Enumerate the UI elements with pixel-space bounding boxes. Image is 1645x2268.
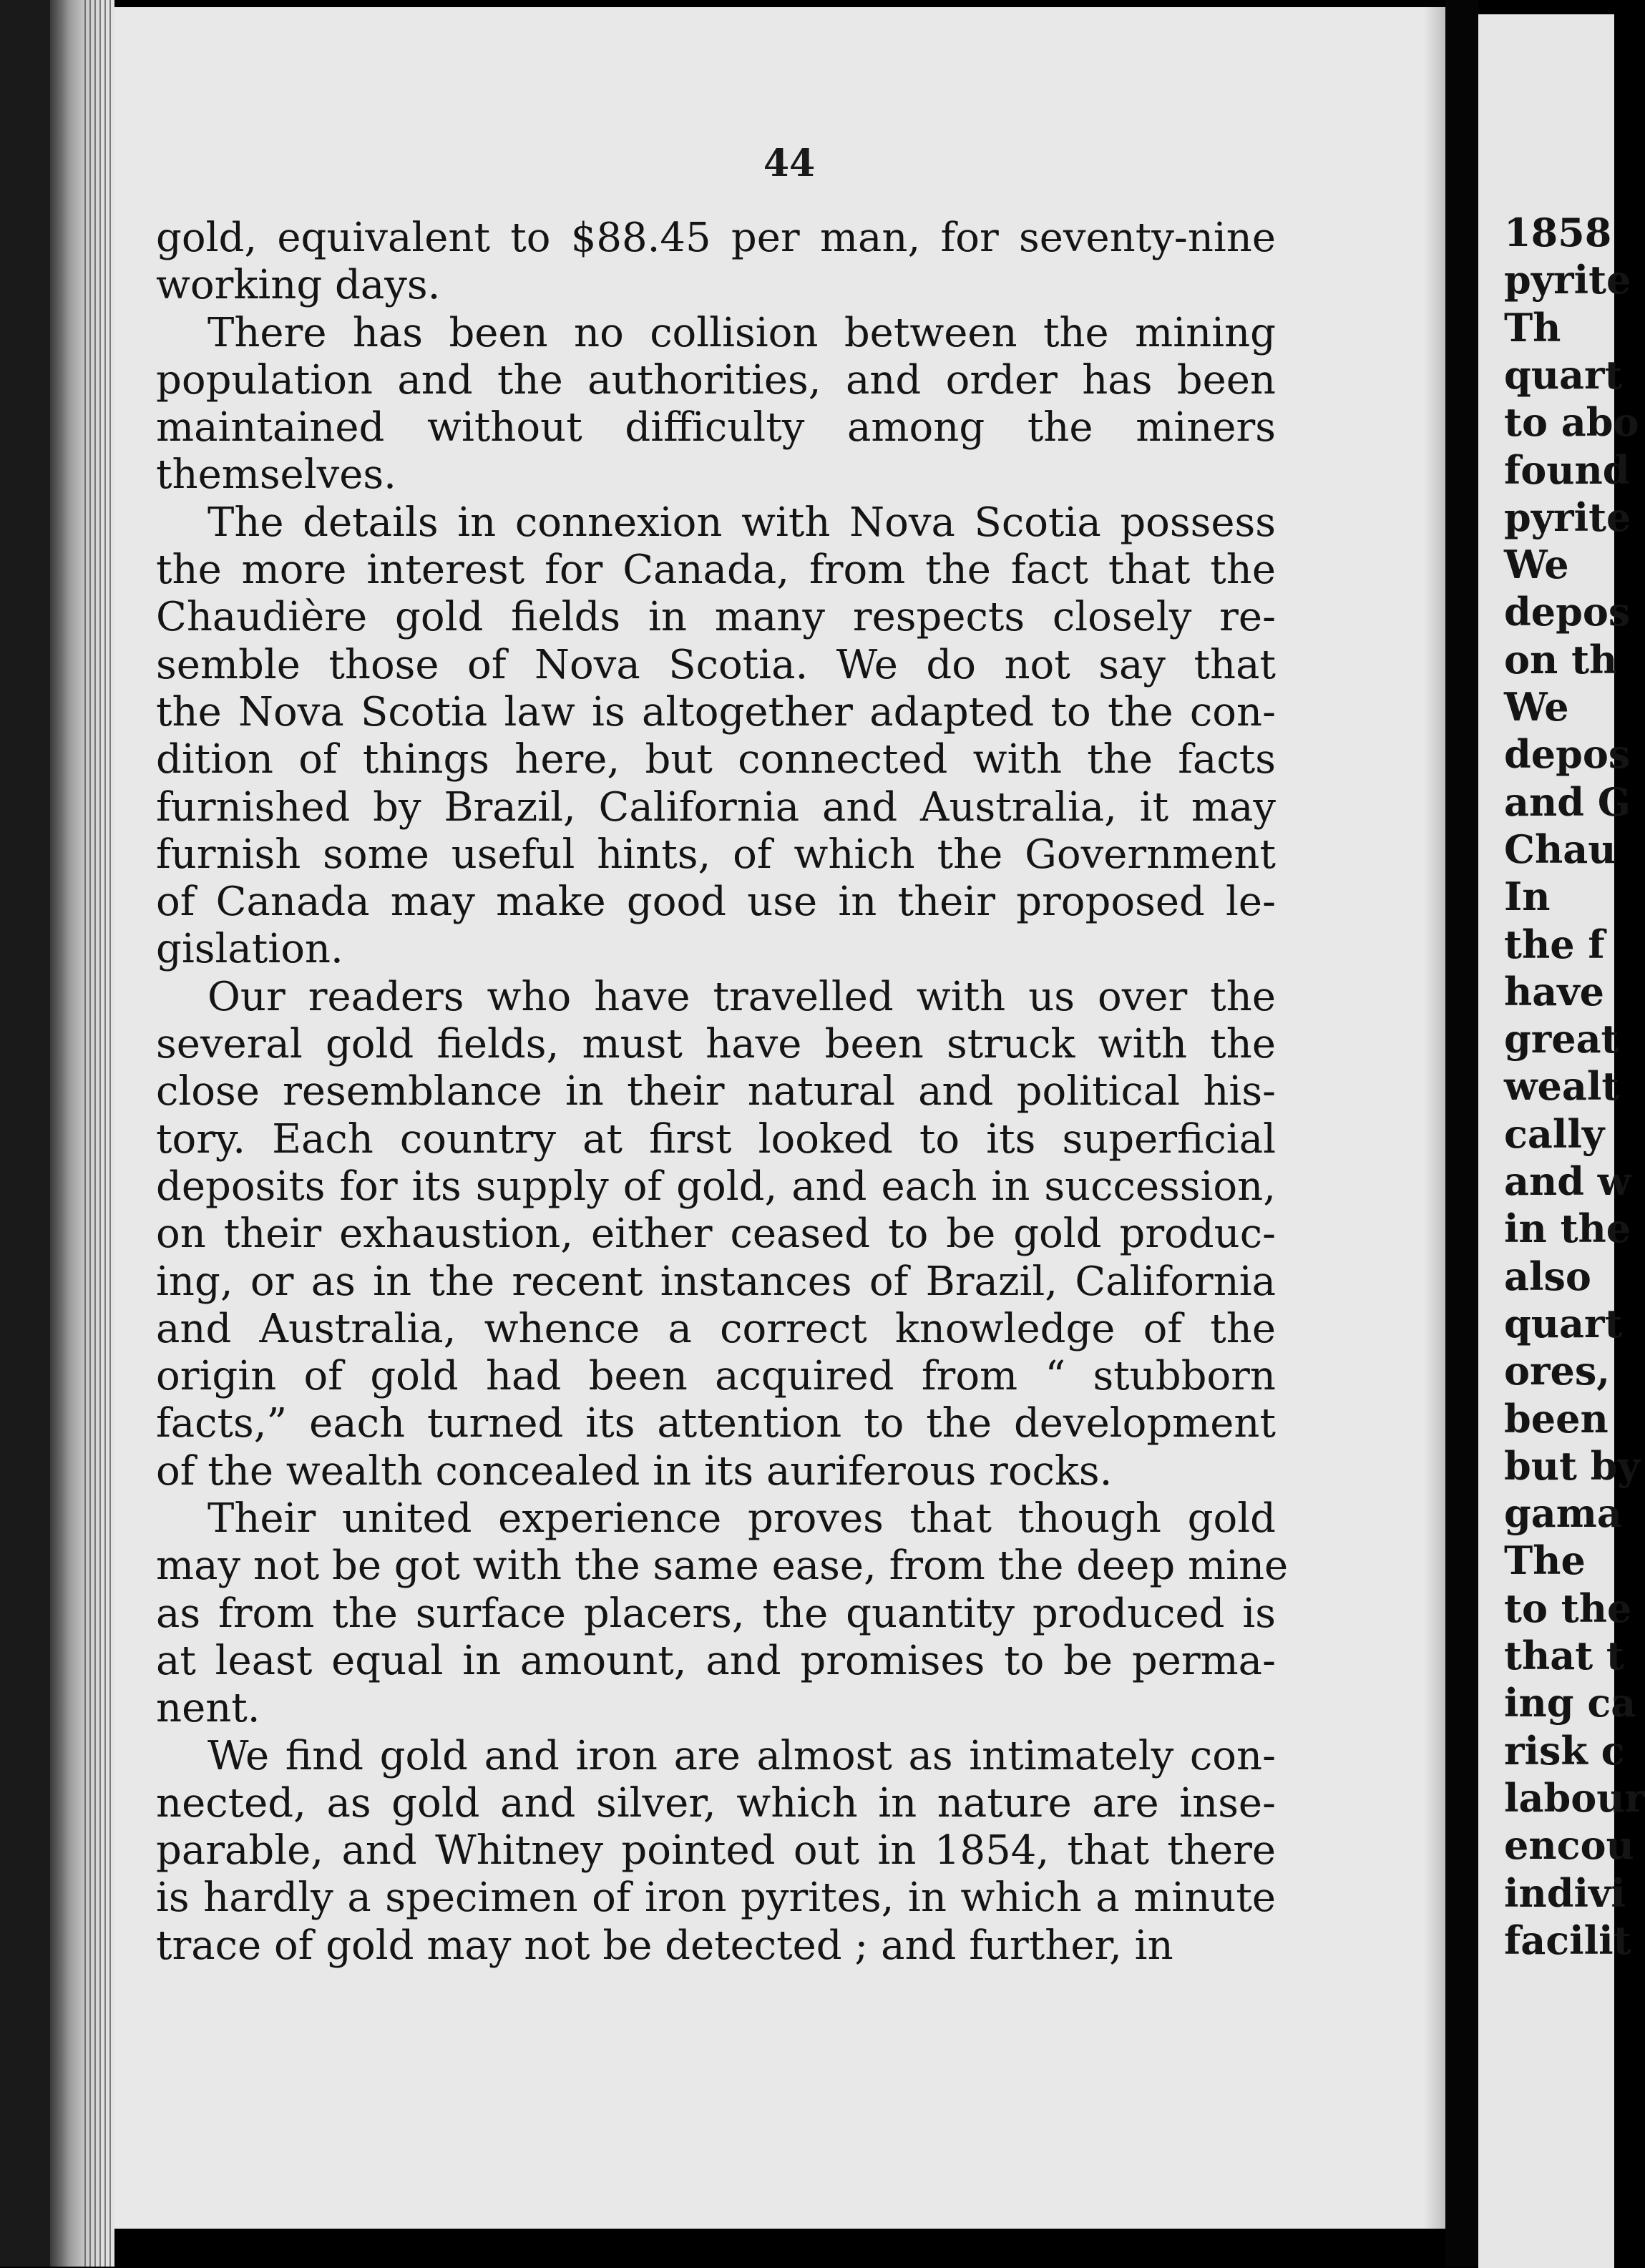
facing-page-line: labour xyxy=(1504,1774,1645,1821)
text-line: furnish some useful hints, of which the Government xyxy=(156,831,1276,878)
text-line: The details in connexion with Nova Scotia possess xyxy=(208,499,1276,546)
facing-page-line: In xyxy=(1504,874,1551,920)
text-line: nected, as gold and silver, which in nature are inse- xyxy=(156,1779,1276,1827)
text-line: maintained without difficulty among the miners xyxy=(156,404,1276,451)
facing-page-line: and G xyxy=(1504,778,1631,825)
facing-page-line: encou xyxy=(1504,1822,1634,1869)
text-line: facts,” each turned its attention to the development xyxy=(156,1400,1276,1447)
facing-page-line: 1858 xyxy=(1504,210,1612,255)
facing-page-line: wealt xyxy=(1504,1063,1620,1110)
text-line: Our readers who have travelled with us over the xyxy=(208,973,1276,1020)
facing-page-line: have xyxy=(1504,968,1604,1015)
facing-page-line: We xyxy=(1504,542,1569,588)
facing-page-line: depos xyxy=(1504,589,1631,635)
text-line: working days. xyxy=(156,262,441,309)
gutter xyxy=(1445,0,1478,2267)
facing-page-line: but by xyxy=(1504,1442,1640,1489)
text-line: of Canada may make good use in their proposed le- xyxy=(156,879,1276,926)
paragraph xyxy=(156,1495,1289,1732)
paragraph xyxy=(156,499,1276,974)
facing-page-line: We xyxy=(1504,684,1569,730)
paragraph xyxy=(156,974,1276,1495)
text-line: We find gold and iron are almost as intimately con- xyxy=(208,1732,1276,1779)
facing-page-line: also xyxy=(1504,1253,1591,1299)
text-line: may not be got with the same ease, from the deep mine xyxy=(156,1543,1289,1590)
facing-page-line: cally xyxy=(1504,1110,1605,1157)
text-line: is hardly a specimen of iron pyrites, in which a minute xyxy=(156,1874,1276,1922)
facing-page-line: great xyxy=(1504,1016,1619,1062)
text-line: furnished by Brazil, California and Australia, it may xyxy=(156,783,1276,831)
text-line: trace of gold may not be detected ; and further, in xyxy=(156,1922,1173,1969)
page-number: 44 xyxy=(763,142,816,185)
scan-bottom-border xyxy=(114,2229,1445,2267)
paragraph xyxy=(156,215,1276,310)
text-line: gislation. xyxy=(156,926,343,973)
facing-page-line: to the xyxy=(1504,1585,1632,1631)
facing-page-line: to abo xyxy=(1504,399,1639,446)
facing-page-line: in the xyxy=(1504,1206,1631,1252)
facing-page-line: been xyxy=(1504,1395,1609,1442)
facing-page-line: and w xyxy=(1504,1158,1631,1204)
facing-page-line: pyrite xyxy=(1504,494,1631,540)
facing-page-line: quart xyxy=(1504,351,1623,398)
page-shadow xyxy=(1424,7,1445,2229)
text-line: Their united experience proves that though gold xyxy=(208,1495,1276,1543)
facing-page-line: on th xyxy=(1504,636,1618,683)
text-line: ing, or as in the recent instances of Brazil, California xyxy=(156,1258,1276,1305)
facing-page-line: Chau xyxy=(1504,826,1616,872)
facing-page-line: depos xyxy=(1504,731,1631,778)
text-line: at least equal in amount, and promises to be perma- xyxy=(156,1637,1276,1684)
text-line: as from the surface placers, the quantity produced is xyxy=(156,1590,1276,1637)
text-line: Chaudière gold fields in many respects closely re- xyxy=(156,594,1276,641)
page-text xyxy=(156,215,1289,1970)
paragraph xyxy=(156,1733,1276,1970)
page-edge-lines xyxy=(84,0,113,2267)
text-line: themselves. xyxy=(156,451,396,499)
text-line: There has been no collision between the mining xyxy=(208,309,1276,356)
text-line: on their exhaustion, either ceased to be gold produc- xyxy=(156,1211,1276,1258)
text-line: the more interest for Canada, from the fact that the xyxy=(156,547,1276,594)
facing-page xyxy=(1478,14,1645,2268)
facing-page-line: risk c xyxy=(1504,1727,1625,1774)
paragraph xyxy=(156,310,1276,499)
text-line: gold, equivalent to $88.45 per man, for seventy-nine xyxy=(156,215,1276,261)
facing-page-line: pyrite xyxy=(1504,257,1631,303)
facing-page-line: Th xyxy=(1504,304,1561,351)
facing-page-line: found xyxy=(1504,446,1630,493)
text-line: origin of gold had been acquired from “ stubborn xyxy=(156,1353,1276,1400)
facing-page-line: that t xyxy=(1504,1633,1624,1678)
facing-page-line: ing ca xyxy=(1504,1680,1636,1726)
facing-page-line: indivi xyxy=(1504,1869,1626,1916)
facing-page-line: the f xyxy=(1504,921,1605,967)
facing-page-line: facilit xyxy=(1504,1917,1631,1963)
text-line: deposits for its supply of gold, and each in succession, xyxy=(156,1163,1276,1210)
text-line: population and the authorities, and order has been xyxy=(156,356,1276,404)
facing-page-line: The xyxy=(1504,1538,1586,1584)
text-line: semble those of Nova Scotia. We do not say that xyxy=(156,641,1276,688)
book-binding xyxy=(0,0,50,2267)
text-line: dition of things here, but connected with the facts xyxy=(156,736,1276,783)
facing-page-line: quart xyxy=(1504,1300,1623,1346)
text-line: several gold fields, must have been struck with the xyxy=(156,1021,1276,1068)
text-line: and Australia, whence a correct knowledge of the xyxy=(156,1305,1276,1352)
text-line: tory. Each country at first looked to its superficial xyxy=(156,1115,1276,1163)
text-line: close resemblance in their natural and political his- xyxy=(156,1068,1276,1115)
facing-page-line: gama xyxy=(1504,1490,1622,1537)
text-line: the Nova Scotia law is altogether adapted to the con- xyxy=(156,688,1276,735)
text-line: parable, and Whitney pointed out in 1854, that there xyxy=(156,1827,1276,1874)
text-line: of the wealth concealed in its auriferous rocks. xyxy=(156,1447,1113,1495)
facing-page-line: ores, xyxy=(1504,1348,1611,1394)
text-line: nent. xyxy=(156,1685,260,1732)
